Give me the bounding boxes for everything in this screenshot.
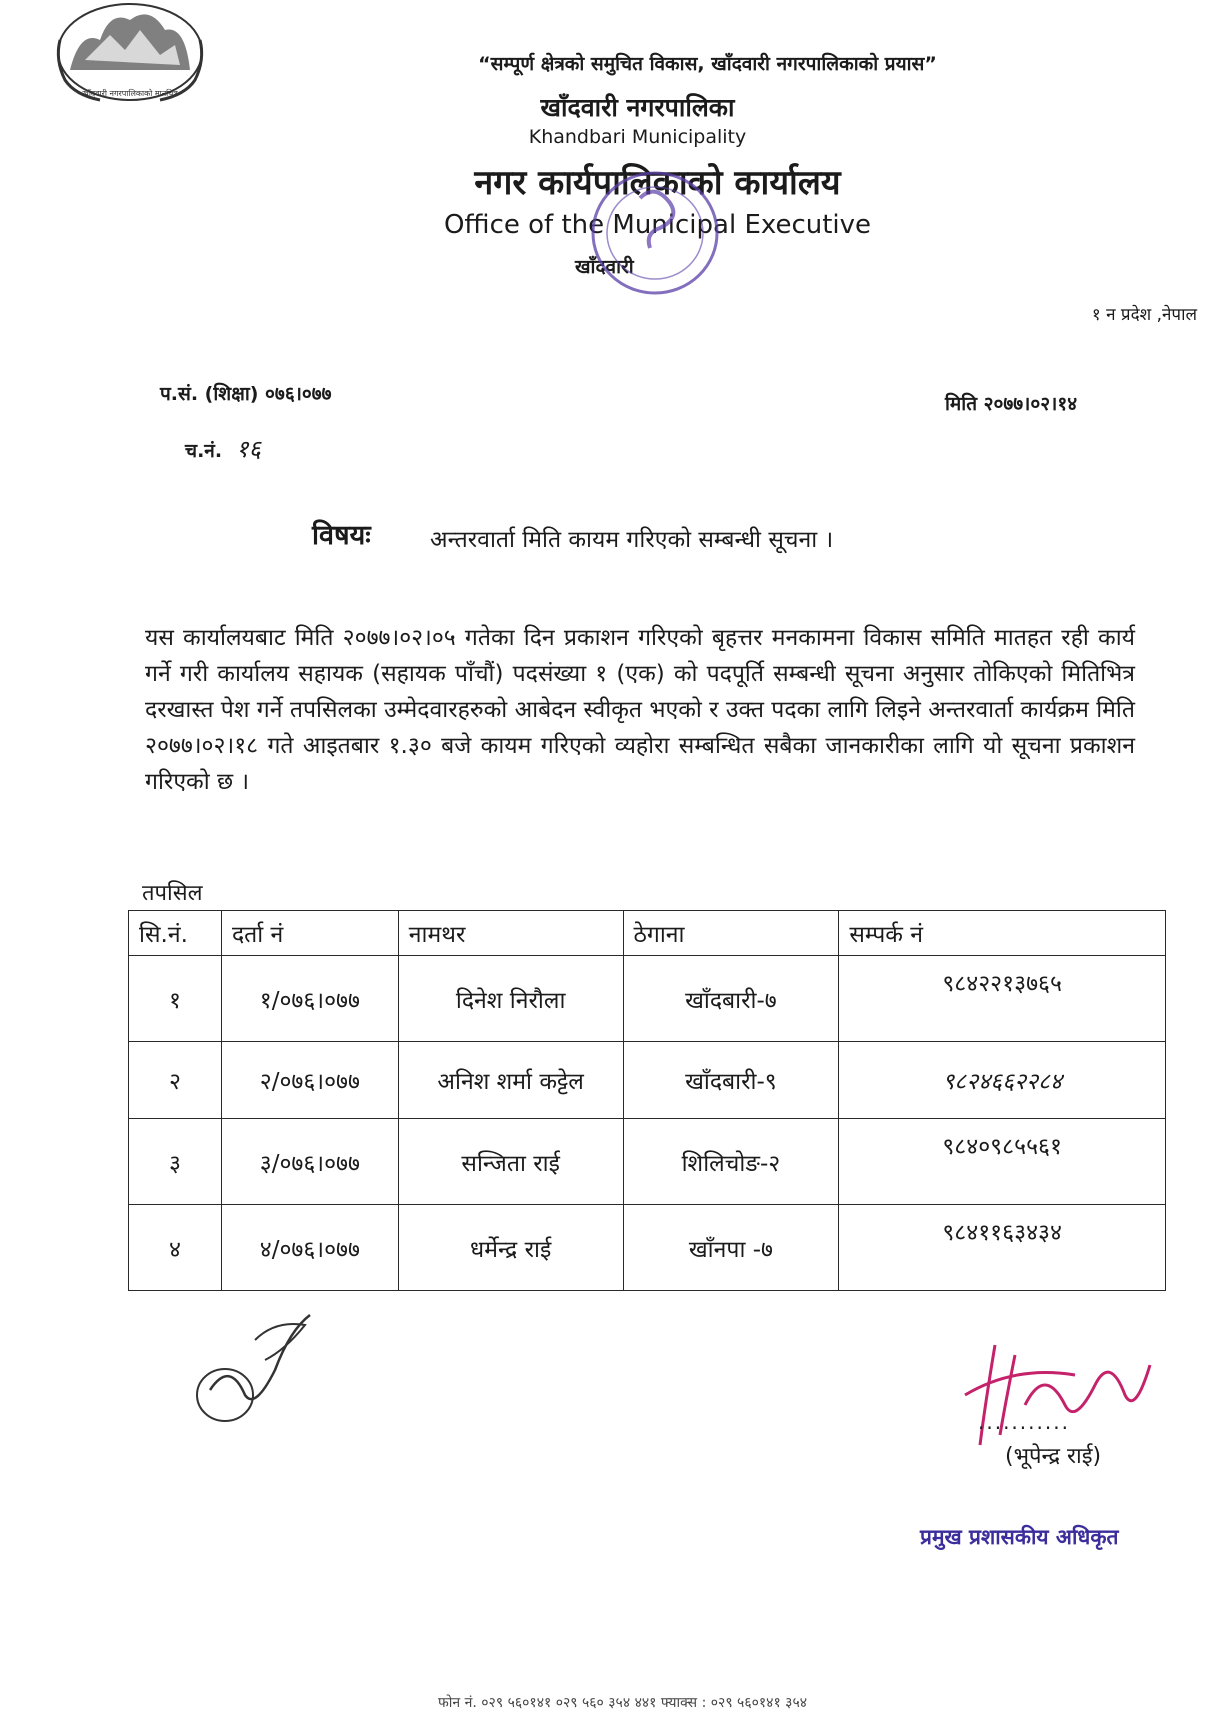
- office-name-nepali: नगर कार्यपालिकाको कार्यालय: [474, 163, 841, 203]
- notice-body: यस कार्यालयबाट मिति २०७७।०२।०५ गतेका दिन प्रकाशन गरिएको बृहत्तर मनकामना विकास समिति मातहत रही कार्य गर्ने गरी कार्यालय सहायक (सहायक पाँचौं) पदसंख्या १ (एक) को पदपूर्ति सम्बन्धी सूचना अनुसार तोकिएको मितिभित्र दरखास्त पेश गर्ने तपसिलका उम्मेदवारहरुको आबेदन स्वीकृत भएको र उक्त पदका लागि लिइने अन्तरवार्ता कार्यक्रम मिति २०७७।०२।१८ गते आइतबार १.३० बजे कायम गरिएको व्यहोरा सम्बन्धित सबैका जानकारीका लागि यो सूचना प्रकाशन गरिएको छ ।: [145, 625, 1135, 795]
- letter-date: मिति २०७७।०२।१४: [945, 393, 1078, 415]
- cell-registration: २/०७६।०७७: [221, 1042, 398, 1119]
- cell-registration: ३/०७६।०७७: [221, 1119, 398, 1205]
- cell-contact: ९८२४६६२२८४: [839, 1042, 1166, 1119]
- slogan: “सम्पूर्ण क्षेत्रको समुचित विकास, खाँदवारी नगरपालिकाको प्रयास”: [478, 53, 937, 75]
- cell-registration: १/०७६।०७७: [221, 956, 398, 1042]
- cell-address: शिलिचोङ-२: [623, 1119, 839, 1205]
- table-row: [129, 956, 1166, 1042]
- officer-role: प्रमुख प्रशासकीय अधिकृत: [920, 1525, 1119, 1549]
- table-row: [129, 1042, 1166, 1119]
- subject-text: अन्तरवार्ता मिति कायम गरिएको सम्बन्धी सूचना ।: [430, 527, 834, 553]
- col-name: नामथर: [398, 911, 623, 956]
- cell-name: दिनेश निरौला: [398, 956, 623, 1042]
- table-row: [129, 1205, 1166, 1291]
- cell-address: खाँदबारी-९: [623, 1042, 839, 1119]
- cell-serial: २: [129, 1042, 222, 1119]
- cell-contact: ९८४२२१३७६५: [839, 956, 1166, 1042]
- cell-registration: ४/०७६।०७७: [221, 1205, 398, 1291]
- cell-address: खाँदबारी-७: [623, 956, 839, 1042]
- col-contact: सम्पर्क नं: [839, 911, 1166, 956]
- cell-name: धर्मेन्द्र राई: [398, 1205, 623, 1291]
- cell-contact: ९८४०९८५५६१: [839, 1119, 1166, 1205]
- office-place: खाँदवारी: [575, 256, 634, 278]
- cell-serial: ३: [129, 1119, 222, 1205]
- dispatch-number-value: १६: [236, 435, 262, 463]
- table-title: तपसिल: [142, 881, 203, 906]
- office-name-english: Office of the Municipal Executive: [443, 210, 872, 240]
- municipality-name-english: Khandbari Municipality: [528, 126, 747, 148]
- col-serial: सि.नं.: [129, 911, 222, 956]
- reference-number: प.सं. (शिक्षा) ०७६।०७७: [160, 383, 332, 405]
- officer-name: (भूपेन्द्र राई): [1005, 1444, 1102, 1469]
- cell-serial: १: [129, 956, 222, 1042]
- dispatch-number: [185, 432, 261, 465]
- svg-text:खाँदवारी नगरपालिकाको मानचित्र: खाँदवारी नगरपालिकाको मानचित्र: [82, 89, 178, 98]
- municipality-name-nepali: खाँदवारी नगरपालिका: [540, 93, 735, 122]
- col-address: ठेगाना: [623, 911, 839, 956]
- office-stamp: [560, 158, 750, 318]
- initials-signature: [185, 1300, 325, 1440]
- cell-address: खाँनपा -७: [623, 1205, 839, 1291]
- subject-label: विषयः: [312, 520, 371, 551]
- cell-name: सन्जिता राई: [398, 1119, 623, 1205]
- dispatch-number-label: च.नं.: [185, 440, 223, 462]
- cell-serial: ४: [129, 1205, 222, 1291]
- cell-contact: ९८४११६३४३४: [839, 1205, 1166, 1291]
- candidate-table: [128, 910, 1166, 1291]
- cell-name: अनिश शर्मा कट्टेल: [398, 1042, 623, 1119]
- footer-contact: फोन नं. ०२९ ५६०१४१ ०२९ ५६० ३५४ ४४१ फ्याक्स : ०२९ ५६०१४१ ३५४: [437, 1695, 808, 1711]
- signature-dots: ...........: [978, 1410, 1070, 1434]
- province-label: १ न प्रदेश ,नेपाल: [1091, 305, 1197, 325]
- table-header-row: [129, 911, 1166, 956]
- col-registration: दर्ता नं: [221, 911, 398, 956]
- table-row: [129, 1119, 1166, 1205]
